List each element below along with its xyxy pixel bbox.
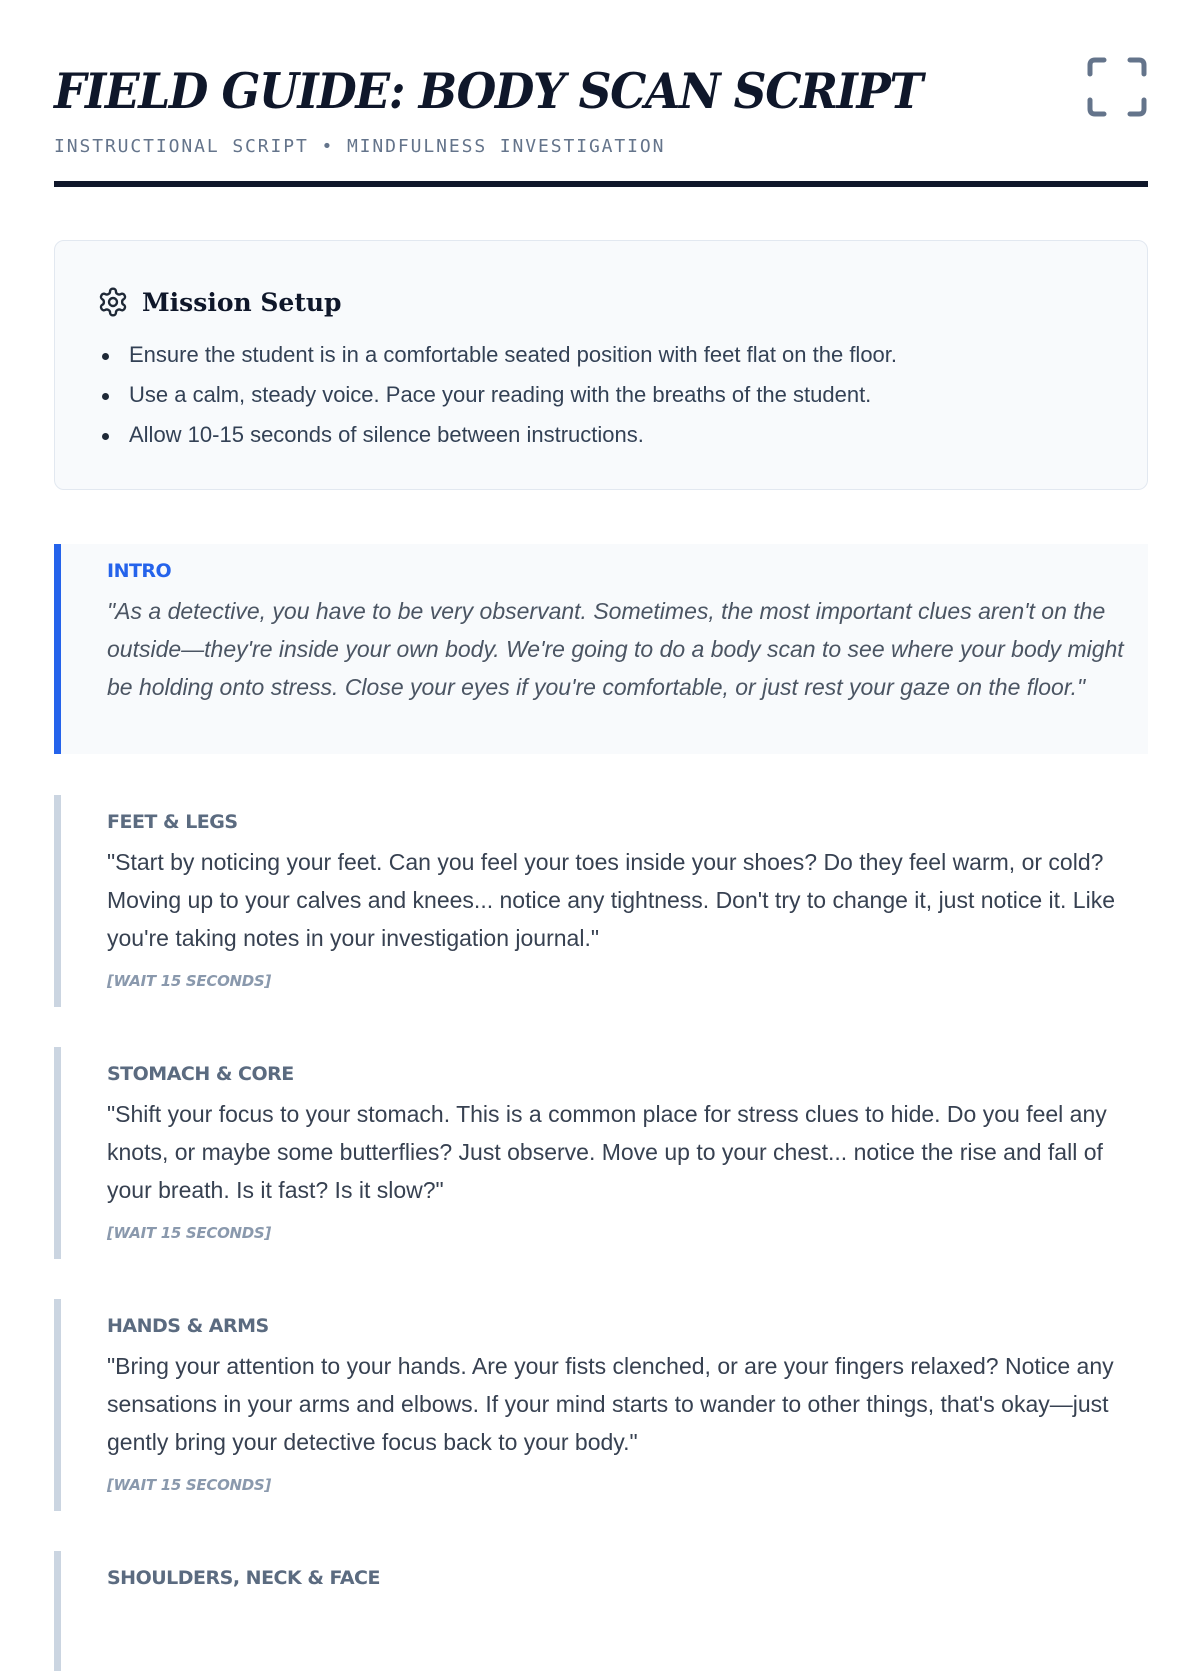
section-script-text: "Bring your attention to your hands. Are your fists clenched, or are your fingers relaxed? Notice any sensations in your arms and elbows. If your mind starts to wander to other things, that's okay—just gently bring your detective focus back to your body." (107, 1353, 1114, 1455)
list-item: Allow 10-15 seconds of silence between instructions. (97, 415, 1107, 455)
section-feet-legs (54, 795, 1148, 1007)
section-label: SHOULDERS, NECK & FACE (107, 1567, 380, 1589)
mission-setup-list (97, 335, 1107, 455)
fullscreen-icon (1086, 56, 1148, 118)
header (54, 0, 1148, 187)
list-item: Use a calm, steady voice. Pace your reading with the breaths of the student. (97, 375, 1107, 415)
section-shoulders-neck-face (54, 1551, 1148, 1671)
section-label: STOMACH & CORE (107, 1063, 294, 1085)
section-label: HANDS & ARMS (107, 1315, 269, 1337)
section-script-text: "Shift your focus to your stomach. This is a common place for stress clues to hide. Do you feel any knots, or maybe some butterflies? Just observe. Move up to your chest... notice the rise and fall of your breath. Is it fast? Is it slow?" (107, 1101, 1107, 1203)
wait-instruction: [WAIT 15 SECONDS] (107, 972, 271, 990)
list-item: Ensure the student is in a comfortable seated position with feet flat on the floor. (97, 335, 1107, 375)
gear-icon (97, 286, 129, 318)
document-page (54, 0, 1148, 1671)
wait-instruction: [WAIT 15 SECONDS] (107, 1224, 271, 1242)
section-stomach-core (54, 1047, 1148, 1259)
wait-instruction: [WAIT 15 SECONDS] (107, 1476, 271, 1494)
section-script-text: "Start by noticing your feet. Can you feel your toes inside your shoes? Do they feel warm, or cold? Moving up to your calves and knees... notice any tightness. Don't try to change it, just notice it. Like you're taking notes in your investigation journal." (107, 849, 1115, 951)
fullscreen-button[interactable] (1086, 56, 1148, 118)
mission-setup-panel (54, 240, 1148, 490)
section-label: INTRO (107, 560, 172, 582)
mission-setup-title: Mission Setup (142, 287, 342, 317)
section-label: FEET & LEGS (107, 811, 238, 833)
page-title: FIELD GUIDE: BODY SCAN SCRIPT (54, 62, 922, 120)
section-script-text: "As a detective, you have to be very observant. Sometimes, the most important clues aren't on the outside—they're inside your own body. We're going to do a body scan to see where your body might be holding onto stress. Close your eyes if you're comfortable, or just rest your gaze on the floor." (107, 598, 1124, 700)
page-subtitle: INSTRUCTIONAL SCRIPT • MINDFULNESS INVESTIGATION (54, 136, 666, 157)
section-intro (54, 544, 1148, 754)
mission-setup-header (97, 285, 1107, 319)
section-hands-arms (54, 1299, 1148, 1511)
header-divider (54, 181, 1148, 187)
